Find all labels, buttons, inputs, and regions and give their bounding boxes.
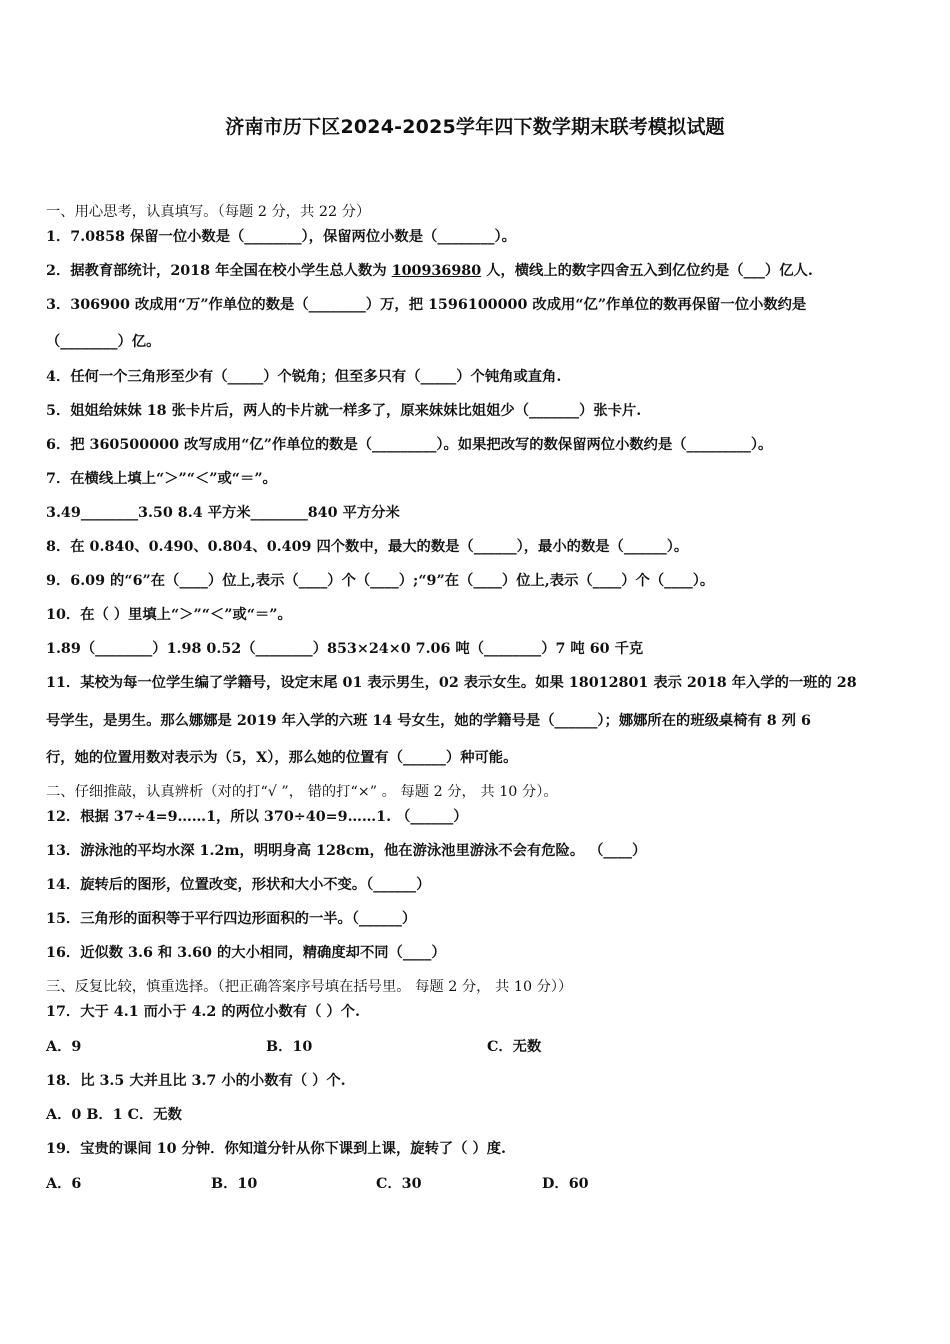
section-2-heading: 二、仔细推敲，认真辨析（对的打“√ ”， 错的打“×” 。 每题 2 分， 共 10 分）。 bbox=[46, 784, 558, 800]
question-18-options: A．0 B．1 C．无数 bbox=[46, 1107, 182, 1123]
question-7-items: 3.49________3.50 8.4 平方米________840 平方分米 bbox=[46, 505, 400, 521]
question-17: 17．大于 4.1 而小于 4.2 的两位小数有（ ）个. bbox=[46, 1004, 360, 1020]
question-19-option-d: D．60 bbox=[542, 1176, 589, 1192]
question-17-option-c: C．无数 bbox=[487, 1039, 542, 1055]
question-2-number: 100936980 bbox=[391, 263, 482, 279]
question-12: 12．根据 37÷4=9……1，所以 370÷40=9……1. （______） bbox=[46, 809, 468, 825]
question-11-line-1: 11．某校为每一位学生编了学籍号，设定末尾 01 表示男生，02 表示女生。如果 18012801 表示 2018 年入学的一班的 28 bbox=[46, 675, 857, 691]
question-3-line-2: （________）亿。 bbox=[46, 334, 161, 350]
question-5: 5．姐姐给妹妹 18 张卡片后，两人的卡片就一样多了，原来妹妹比姐姐少（_______）张卡片. bbox=[46, 403, 642, 419]
question-2-part-b: 人，横线上的数字四舍五入到亿位约是（___）亿人. bbox=[481, 263, 813, 279]
question-7: 7．在横线上填上“＞”“＜”或“＝”。 bbox=[46, 471, 277, 487]
question-19-option-c: C．30 bbox=[376, 1176, 422, 1192]
question-18: 18．比 3.5 大并且比 3.7 小的小数有（ ）个. bbox=[46, 1073, 346, 1089]
page-title: 济南市历下区2024-2025学年四下数学期末联考模拟试题 bbox=[225, 116, 725, 138]
question-10: 10．在（ ）里填上“＞”“＜”或“＝”。 bbox=[46, 607, 292, 623]
question-9: 9．6.09 的“6”在（____）位上,表示（____）个（____）;“9”在（____）位上,表示（____）个（____）。 bbox=[46, 573, 715, 589]
question-4: 4．任何一个三角形至少有（_____）个锐角；但至多只有（_____）个钝角或直角. bbox=[46, 369, 562, 385]
question-13: 13．游泳池的平均水深 1.2m，明明身高 128cm，他在游泳池里游泳不会有危险。 （____） bbox=[46, 843, 647, 859]
question-8: 8．在 0.840、0.490、0.804、0.409 四个数中，最大的数是（______），最小的数是（______）。 bbox=[46, 539, 689, 555]
question-15: 15．三角形的面积等于平行四边形面积的一半。（______） bbox=[46, 911, 417, 927]
question-17-option-b: B．10 bbox=[266, 1039, 313, 1055]
question-11-line-2: 号学生，是男生。那么娜娜是 2019 年入学的六班 14 号女生，她的学籍号是（______）；娜娜所在的班级桌椅有 8 列 6 bbox=[46, 713, 811, 729]
question-19: 19．宝贵的课间 10 分钟．你知道分针从你下课到上课，旋转了（ ）度. bbox=[46, 1141, 507, 1157]
question-2 bbox=[46, 262, 813, 280]
question-6: 6．把 360500000 改写成用“亿”作单位的数是（_________）。如果把改写的数保留两位小数约是（_________）。 bbox=[46, 437, 773, 453]
question-17-option-a: A．9 bbox=[46, 1039, 82, 1055]
question-16: 16．近似数 3.6 和 3.60 的大小相同，精确度却不同（____） bbox=[46, 945, 446, 961]
question-2-part-a: 2．据教育部统计，2018 年全国在校小学生总人数为 bbox=[46, 263, 392, 279]
question-14: 14．旋转后的图形，位置改变，形状和大小不变。（______） bbox=[46, 877, 431, 893]
question-19-option-b: B．10 bbox=[211, 1176, 258, 1192]
question-1: 1．7.0858 保留一位小数是（________），保留两位小数是（________）。 bbox=[46, 229, 516, 245]
question-10-items: 1.89（________）1.98 0.52（________）853×24×0 7.06 吨（________）7 吨 60 千克 bbox=[46, 641, 644, 657]
question-19-option-a: A．6 bbox=[46, 1176, 82, 1192]
question-11-line-3: 行，她的位置用数对表示为（5，X），那么她的位置有（______）种可能。 bbox=[46, 750, 518, 766]
section-1-heading: 一、用心思考，认真填写。（每题 2 分，共 22 分） bbox=[46, 204, 371, 220]
section-3-heading: 三、反复比较，慎重选择。（把正确答案序号填在括号里。 每题 2 分， 共 10 分）） bbox=[46, 979, 573, 995]
question-3-line-1: 3．306900 改成用“万”作单位的数是（________）万，把 1596100000 改成用“亿”作单位的数再保留一位小数约是 bbox=[46, 297, 807, 313]
